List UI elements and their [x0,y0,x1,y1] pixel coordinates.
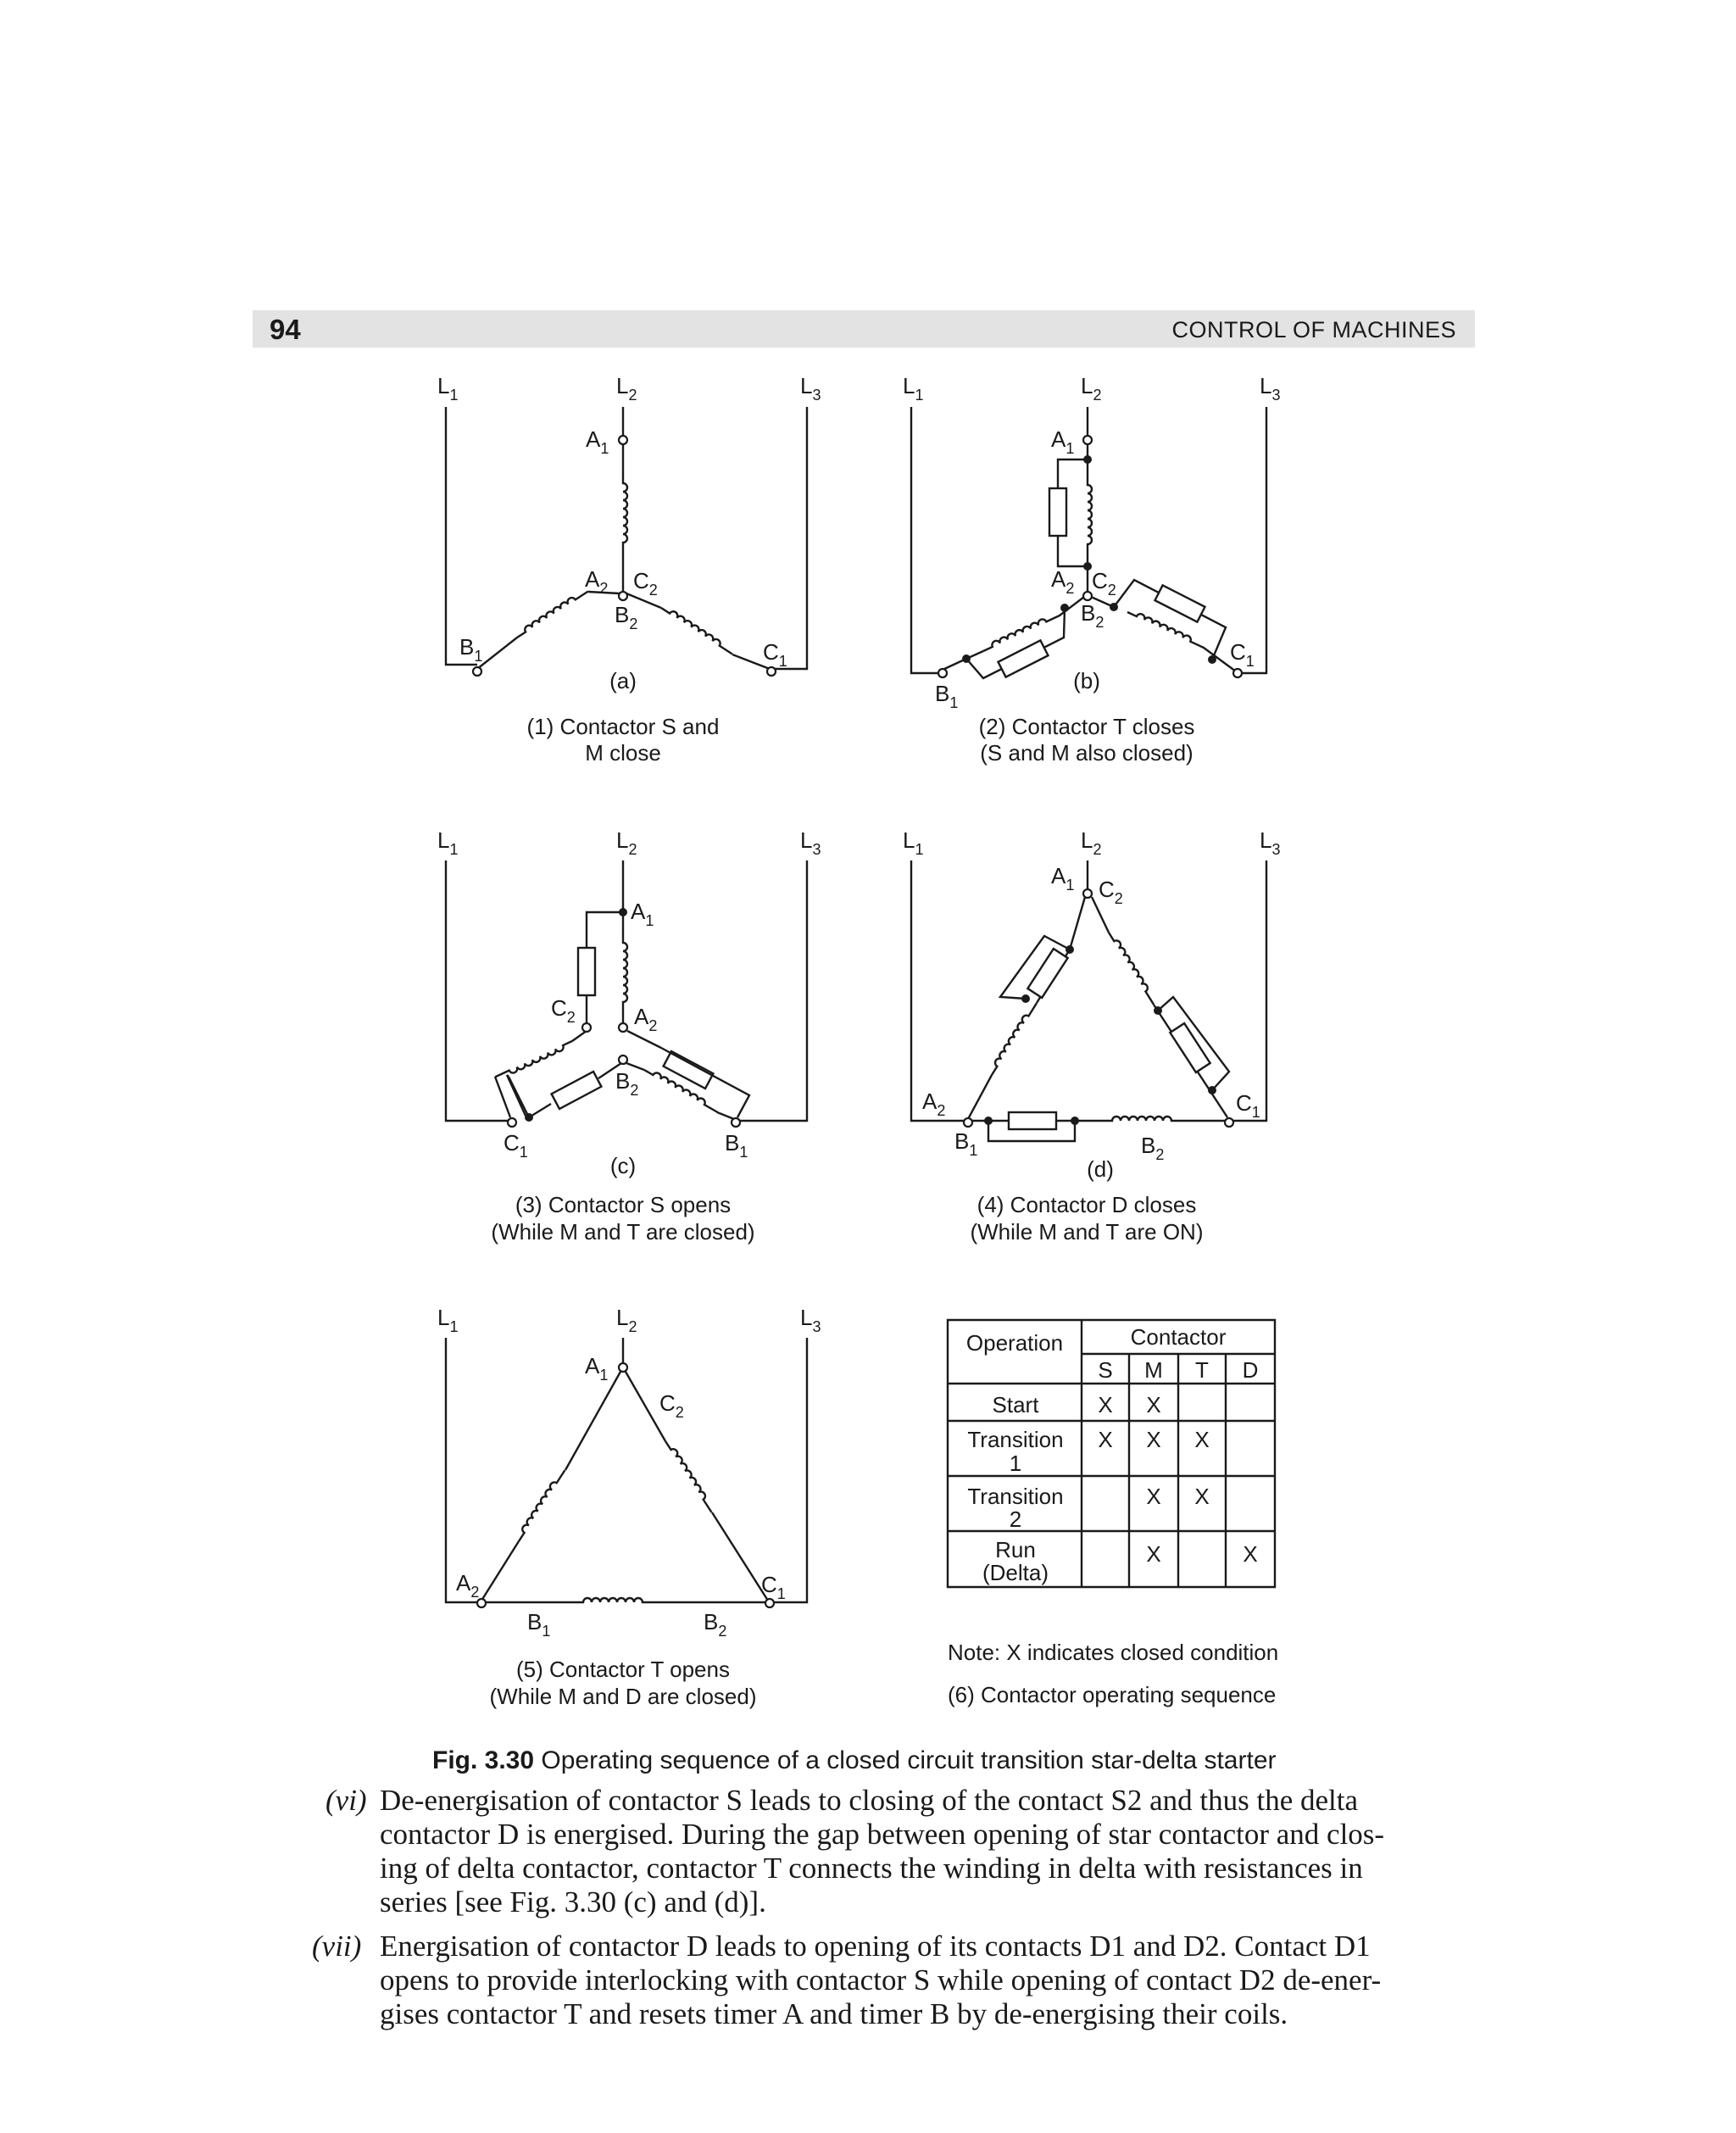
resistor-B-group [552,1072,602,1109]
paragraph-line: ing of delta contactor, contactor T connects the winding in delta with resistances in [380,1852,1363,1885]
table-col-header: S [1098,1357,1113,1383]
table-col-header: M [1144,1357,1163,1383]
label-L1: $L_1$ [903,827,924,858]
label-L3: $L_3$ [800,373,821,404]
terminal-B1 [732,1118,740,1127]
label-C2: $C_2$ [659,1390,684,1421]
junction-dot [525,1113,533,1122]
label-B1: $B_1$ [527,1609,551,1640]
junction-dot [1154,1006,1162,1015]
junction-dot [1208,655,1216,664]
resistor-A [664,1051,714,1089]
junction-dot [619,908,627,916]
label-B1: $B_1$ [935,681,959,711]
label-L2: $L_2$ [1081,373,1102,404]
table-header-operation: Operation [965,1330,1064,1356]
panel-caption-line: (While M and D are closed) [489,1684,757,1709]
resistor-C [1170,1023,1210,1072]
panel-c [437,827,821,1245]
table-row-label: (Delta) [982,1560,1049,1585]
label-B2: $B_2$ [1141,1133,1165,1163]
table-row-label: Run [995,1537,1036,1562]
label-C2: $C_2$ [1092,568,1116,599]
panel-caption-line: (3) Contactor S opens [515,1192,732,1217]
page-number: 94 [270,314,301,345]
terminal-C1 [508,1118,516,1127]
paragraph-line: opens to provide interlocking with contactor S while opening of contact D2 de-ener- [380,1963,1382,1997]
table-row-label: Transition [967,1427,1064,1452]
table-caption: (6) Contactor operating sequence [948,1682,1277,1707]
operating-sequence-table [948,1320,1278,1707]
label-C2: $C_2$ [633,568,658,599]
label-C2: $C_2$ [551,995,576,1026]
label-B1: $B_1$ [725,1130,748,1161]
wire [509,1077,529,1117]
label-A1: $A_1$ [631,899,654,929]
table-cell: X [1146,1427,1161,1452]
winding-B [573,1598,658,1602]
figure-caption [432,1746,1277,1775]
resistor-A [1049,488,1066,536]
label-C1: $C_1$ [504,1130,528,1161]
terminal-A1 [1083,436,1092,444]
label-B1: $B_1$ [459,634,483,665]
terminal-A1-C2 [619,1363,627,1372]
terminal-A2 [619,1023,627,1032]
label-A2: $A_2$ [1051,566,1075,597]
table-row-label: 2 [1009,1506,1022,1532]
line-L3 [736,860,807,1121]
junction-dot [1083,562,1092,571]
terminal-B2 [619,1055,627,1064]
resistor-C [578,948,595,995]
line-L1 [446,407,477,665]
label-L2: $L_2$ [1081,827,1102,858]
table-cell: X [1146,1484,1161,1509]
terminal-star-point [1083,592,1092,600]
label-A2: $A_2$ [456,1570,480,1601]
terminal-B1 [938,669,947,677]
label-L3: $L_3$ [800,1305,821,1335]
table-cell: X [1098,1392,1113,1417]
terminal-C1 [1233,669,1242,677]
panel-caption-line: M close [585,740,661,766]
line-L1 [446,1338,480,1602]
label-B2: $B_2$ [615,1068,639,1099]
paragraph-line: De-energisation of contactor S leads to closing of the contact S2 and thus the delta [380,1784,1359,1817]
winding-C [1109,930,1157,1004]
resistor-B [552,1072,602,1109]
resistor-B [999,640,1049,677]
wire [495,1077,510,1117]
table-col-header: D [1242,1357,1259,1383]
label-L3: $L_3$ [800,827,821,858]
junction-dot [1110,603,1118,611]
panel-d [903,827,1280,1245]
table-cell: X [1194,1427,1210,1452]
table-note: Note: X indicates closed condition [948,1640,1279,1665]
wire [565,1372,620,1470]
panel-caption-line: (While M and T are ON) [970,1219,1204,1245]
table-cell: X [1098,1427,1113,1452]
winding-A [623,933,627,1017]
table-rule [1129,1354,1226,1587]
label-L3: $L_3$ [1260,373,1281,404]
paragraph-line: Energisation of contactor D leads to opening of its contacts D1 and D2. Contact D1 [380,1930,1371,1963]
table-cell: X [1146,1541,1161,1567]
label-L1: $L_1$ [903,373,924,404]
figure-caption-text: Operating sequence of a closed circuit transition star-delta starter [541,1746,1277,1774]
label-A2: $A_2$ [585,566,609,597]
line-L3 [1229,860,1266,1121]
table-cell: X [1194,1484,1210,1509]
label-L2: $L_2$ [616,827,637,858]
wire [1092,897,1109,933]
label-A1: $A_1$ [585,1353,609,1384]
paragraph-number: (vi) [326,1784,367,1817]
junction-dot [962,654,971,663]
paragraph-line: gises contactor T and resets timer A and timer B by de-energising their coils. [380,1997,1288,2030]
label-A1: $A_1$ [1051,426,1075,457]
panel-caption-line: (4) Contactor D closes [976,1192,1197,1217]
panel-b [903,373,1280,766]
label-B2: $B_2$ [704,1609,727,1640]
panel-caption-line: (While M and T are closed) [491,1219,755,1245]
resistor-A-group [664,1051,714,1089]
paragraph-line: series [see Fig. 3.30 (c) and (d)]. [380,1885,766,1919]
label-A2: $A_2$ [634,1004,658,1034]
label-L1: $L_1$ [437,827,459,858]
paragraph-line: contactor D is energised. During the gap between opening of star contactor and clos- [380,1818,1385,1851]
label-C1: $C_1$ [763,639,787,670]
panel-caption-line: (1) Contactor S and [526,714,720,739]
panel-caption-line: (2) Contactor T closes [978,714,1195,739]
wire [712,1512,768,1601]
winding-B [515,588,588,638]
terminal-C1-B2 [1225,1118,1233,1127]
label-C2: $C_2$ [1099,877,1123,907]
label-C1: $C_1$ [1230,639,1255,670]
running-head: CONTROL OF MACHINES [1171,317,1456,343]
line-L1 [911,860,966,1121]
junction-dot [984,1117,993,1125]
table-row-label: Start [992,1392,1039,1417]
table-row-label: Transition [967,1484,1064,1509]
terminal-B1 [473,667,481,676]
terminal-A2-B1 [964,1118,972,1127]
resistor-B-group [999,640,1049,677]
junction-dot [1208,1086,1216,1094]
wire [572,1031,587,1041]
figure-caption-label: Fig. 3.30 [432,1746,535,1774]
label-B2: $B_2$ [615,602,638,632]
winding-A [515,1467,565,1541]
panel-caption-line: (S and M also closed) [980,740,1194,766]
junction-dot [1083,455,1092,464]
paragraph-number: (vii) [312,1930,362,1963]
terminal-C2 [582,1023,591,1032]
wire [507,1075,526,1116]
label-A1: $A_1$ [586,426,609,457]
terminal-A1-C2 [1083,889,1092,898]
label-L3: $L_3$ [1260,827,1281,858]
label-A1: $A_1$ [1051,863,1075,894]
label-C1: $C_1$ [1236,1090,1260,1121]
line-L1 [446,860,512,1121]
resistor-A [1027,949,1067,998]
junction-dot [1021,994,1030,1003]
winding-C [661,604,735,654]
terminal-C1-B2 [765,1599,774,1607]
line-L1 [911,407,941,673]
junction-dot [1060,604,1069,612]
table-cell: X [1243,1541,1258,1567]
panel-letter: (c) [609,1153,637,1178]
table-header-contactor: Contactor [1130,1324,1227,1350]
junction-dot [1071,1117,1079,1125]
label-C1: $C_1$ [761,1572,786,1602]
resistor-B [1009,1112,1056,1129]
resistor-C-group [1170,1023,1210,1072]
winding-A [623,473,627,558]
panel-e [437,1305,821,1709]
line-L3 [1238,407,1266,673]
label-B2: $B_2$ [1081,600,1104,631]
panel-letter: (a) [609,668,637,693]
panel-letter: (d) [1087,1156,1114,1182]
winding-A [988,1001,1037,1075]
wire [968,1075,992,1119]
paragraph-vii [0,1930,1736,2040]
panel-letter: (b) [1073,668,1100,693]
wire [477,638,517,669]
resistor-C-group [1155,585,1205,621]
resistor-A-group [1027,949,1067,998]
paragraph-vi [0,1784,1736,1928]
junction-dot [1066,945,1074,954]
panel-caption-line: (5) Contactor T opens [516,1657,730,1682]
line-L3 [771,1338,807,1602]
resistor-C [1155,585,1205,621]
table-row-label: 1 [1009,1451,1022,1476]
label-L2: $L_2$ [616,1305,637,1335]
label-A2: $A_2$ [922,1089,946,1119]
terminal-star-point [619,592,627,600]
label-B1: $B_1$ [954,1128,978,1159]
label-L2: $L_2$ [616,373,637,404]
line-L3 [773,407,807,669]
winding-A [1088,475,1092,560]
terminal-A1 [619,436,627,444]
label-L1: $L_1$ [437,1305,459,1335]
table-cell: X [1146,1392,1161,1417]
panel-a [437,373,821,766]
label-L1: $L_1$ [437,373,459,404]
wire [481,1541,519,1601]
table-col-header: T [1195,1357,1209,1383]
wire [717,1112,734,1119]
winding-C [665,1439,715,1512]
winding-B [1102,1117,1187,1121]
terminal-C1 [767,667,776,676]
